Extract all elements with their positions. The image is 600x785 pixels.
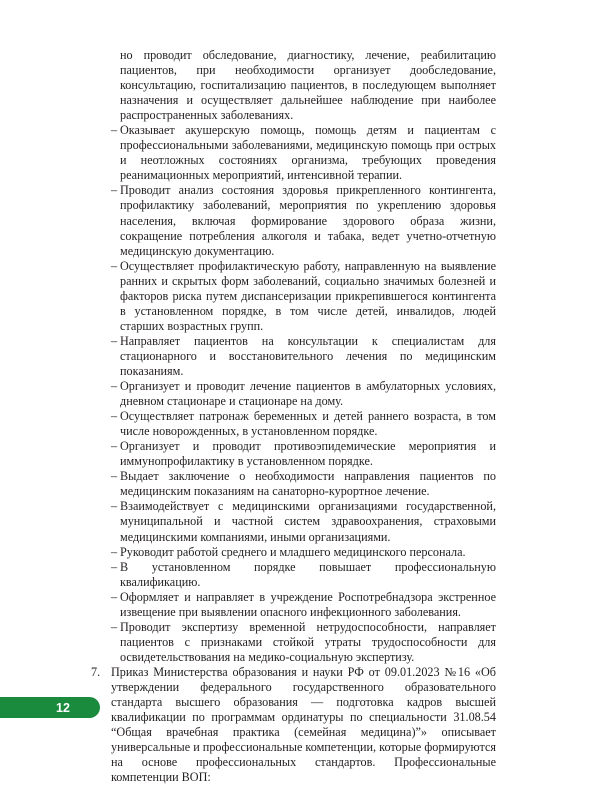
list-item-text: Осуществляет профилактическую работу, направленную на выявление ранних и скрытых форм заболеваний, социально значимых болезней и факторов риска путем диспансеризации прикрепившегося контингента в установленном порядке, в том числе детей, инвалидов, людей старших возрастных групп. bbox=[120, 258, 496, 333]
numbered-item-7 bbox=[91, 665, 496, 785]
item-text: Приказ Министерства образования и науки РФ от 09.01.2023 №16 «Об утверждении федерального государственного образовательного стандарта высшего образования — подготовка кадров высшей квалификации по программам ординатуры по специальности 31.08.54 “Общая врачебная практика (семейная медицина)”» описывает универсальные и профессиональные компетенции, которые формируются на основе профессиональных стандартов. Профессиональные компетенции ВОП: bbox=[111, 664, 496, 785]
list-item bbox=[111, 620, 496, 665]
dash-marker: – bbox=[111, 544, 118, 559]
dash-marker: – bbox=[111, 439, 118, 454]
page-number: 12 bbox=[56, 700, 70, 715]
intro-paragraph: но проводит обследование, диагностику, лечение, реабилитацию пациентов, при необходимости организует дообследование, консультацию, госпитализацию пациентов, в последующем выполняет назначения и осуществляет дальнейшее наблюдение при наиболее распространенных заболеваниях. bbox=[120, 48, 496, 123]
dash-marker: – bbox=[111, 469, 118, 484]
body-text bbox=[91, 48, 496, 785]
list-item bbox=[111, 183, 496, 258]
dash-marker: – bbox=[111, 333, 118, 348]
list-item bbox=[111, 379, 496, 409]
dash-marker: – bbox=[111, 123, 118, 138]
item-number: 7. bbox=[91, 664, 101, 679]
list-item-text: Направляет пациентов на консультации к специалистам для стационарного и восстановительного лечения по медицинским показаниям. bbox=[120, 333, 496, 378]
list-item-text: Организует и проводит противоэпидемические мероприятия и иммунопрофилактику в установленном порядке. bbox=[120, 439, 496, 469]
list-item bbox=[111, 123, 496, 183]
list-item bbox=[111, 409, 496, 439]
page-number-tab bbox=[0, 697, 100, 718]
list-item bbox=[111, 560, 496, 590]
dash-marker: – bbox=[111, 589, 118, 604]
list-item-text: Выдает заключение о необходимости направления пациентов по медицинским показаниям на санаторно-курортное лечение. bbox=[120, 469, 496, 499]
list-item bbox=[111, 334, 496, 379]
list-item bbox=[111, 545, 496, 560]
list-item-text: Оформляет и направляет в учреждение Роспотребнадзора экстренное извещение при выявлении опасного инфекционного заболевания. bbox=[120, 589, 496, 619]
list-item bbox=[111, 499, 496, 544]
dash-marker: – bbox=[111, 183, 118, 198]
dash-marker: – bbox=[111, 409, 118, 424]
list-item bbox=[111, 259, 496, 334]
list-item bbox=[111, 439, 496, 469]
dash-marker: – bbox=[111, 559, 118, 574]
list-item-text: Взаимодействует с медицинскими организациями государственной, муниципальной и частной систем здравоохранения, страховыми медицинскими компаниями, иными организациями. bbox=[120, 499, 496, 544]
list-item-text: Руководит работой среднего и младшего медицинского персонала. bbox=[120, 544, 466, 559]
list-item-text: Осуществляет патронаж беременных и детей раннего возраста, в том числе новорожденных, в установленном порядке. bbox=[120, 409, 496, 439]
list-item-text: Оказывает акушерскую помощь, помощь детям и пациентам с профессиональными заболеваниями, медицинскую помощь при острых и неотложных состояниях организма, требующих проведения реанимационных мероприятий, интенсивной терапии. bbox=[120, 123, 496, 183]
dash-marker: – bbox=[111, 258, 118, 273]
duties-list bbox=[111, 123, 496, 665]
list-item-text: Организует и проводит лечение пациентов в амбулаторных условиях, дневном стационаре и стационаре на дому. bbox=[120, 379, 496, 409]
dash-marker: – bbox=[111, 379, 118, 394]
dash-marker: – bbox=[111, 619, 118, 634]
list-item bbox=[111, 590, 496, 620]
dash-marker: – bbox=[111, 499, 118, 514]
list-item-text: Проводит экспертизу временной нетрудоспособности, направляет пациентов с признаками стойкой утраты трудоспособности для освидетельствования на медико-социальную экспертизу. bbox=[120, 619, 496, 664]
list-item-text: В установленном порядке повышает профессиональную квалификацию. bbox=[120, 559, 496, 589]
list-item bbox=[111, 469, 496, 499]
list-item-text: Проводит анализ состояния здоровья прикрепленного контингента, профилактику заболеваний, мероприятия по укреплению здоровья населения, включая формирование здорового образа жизни, сокращение потребления алкоголя и табака, ведет учетно-отчетную медицинскую документацию. bbox=[120, 183, 496, 258]
